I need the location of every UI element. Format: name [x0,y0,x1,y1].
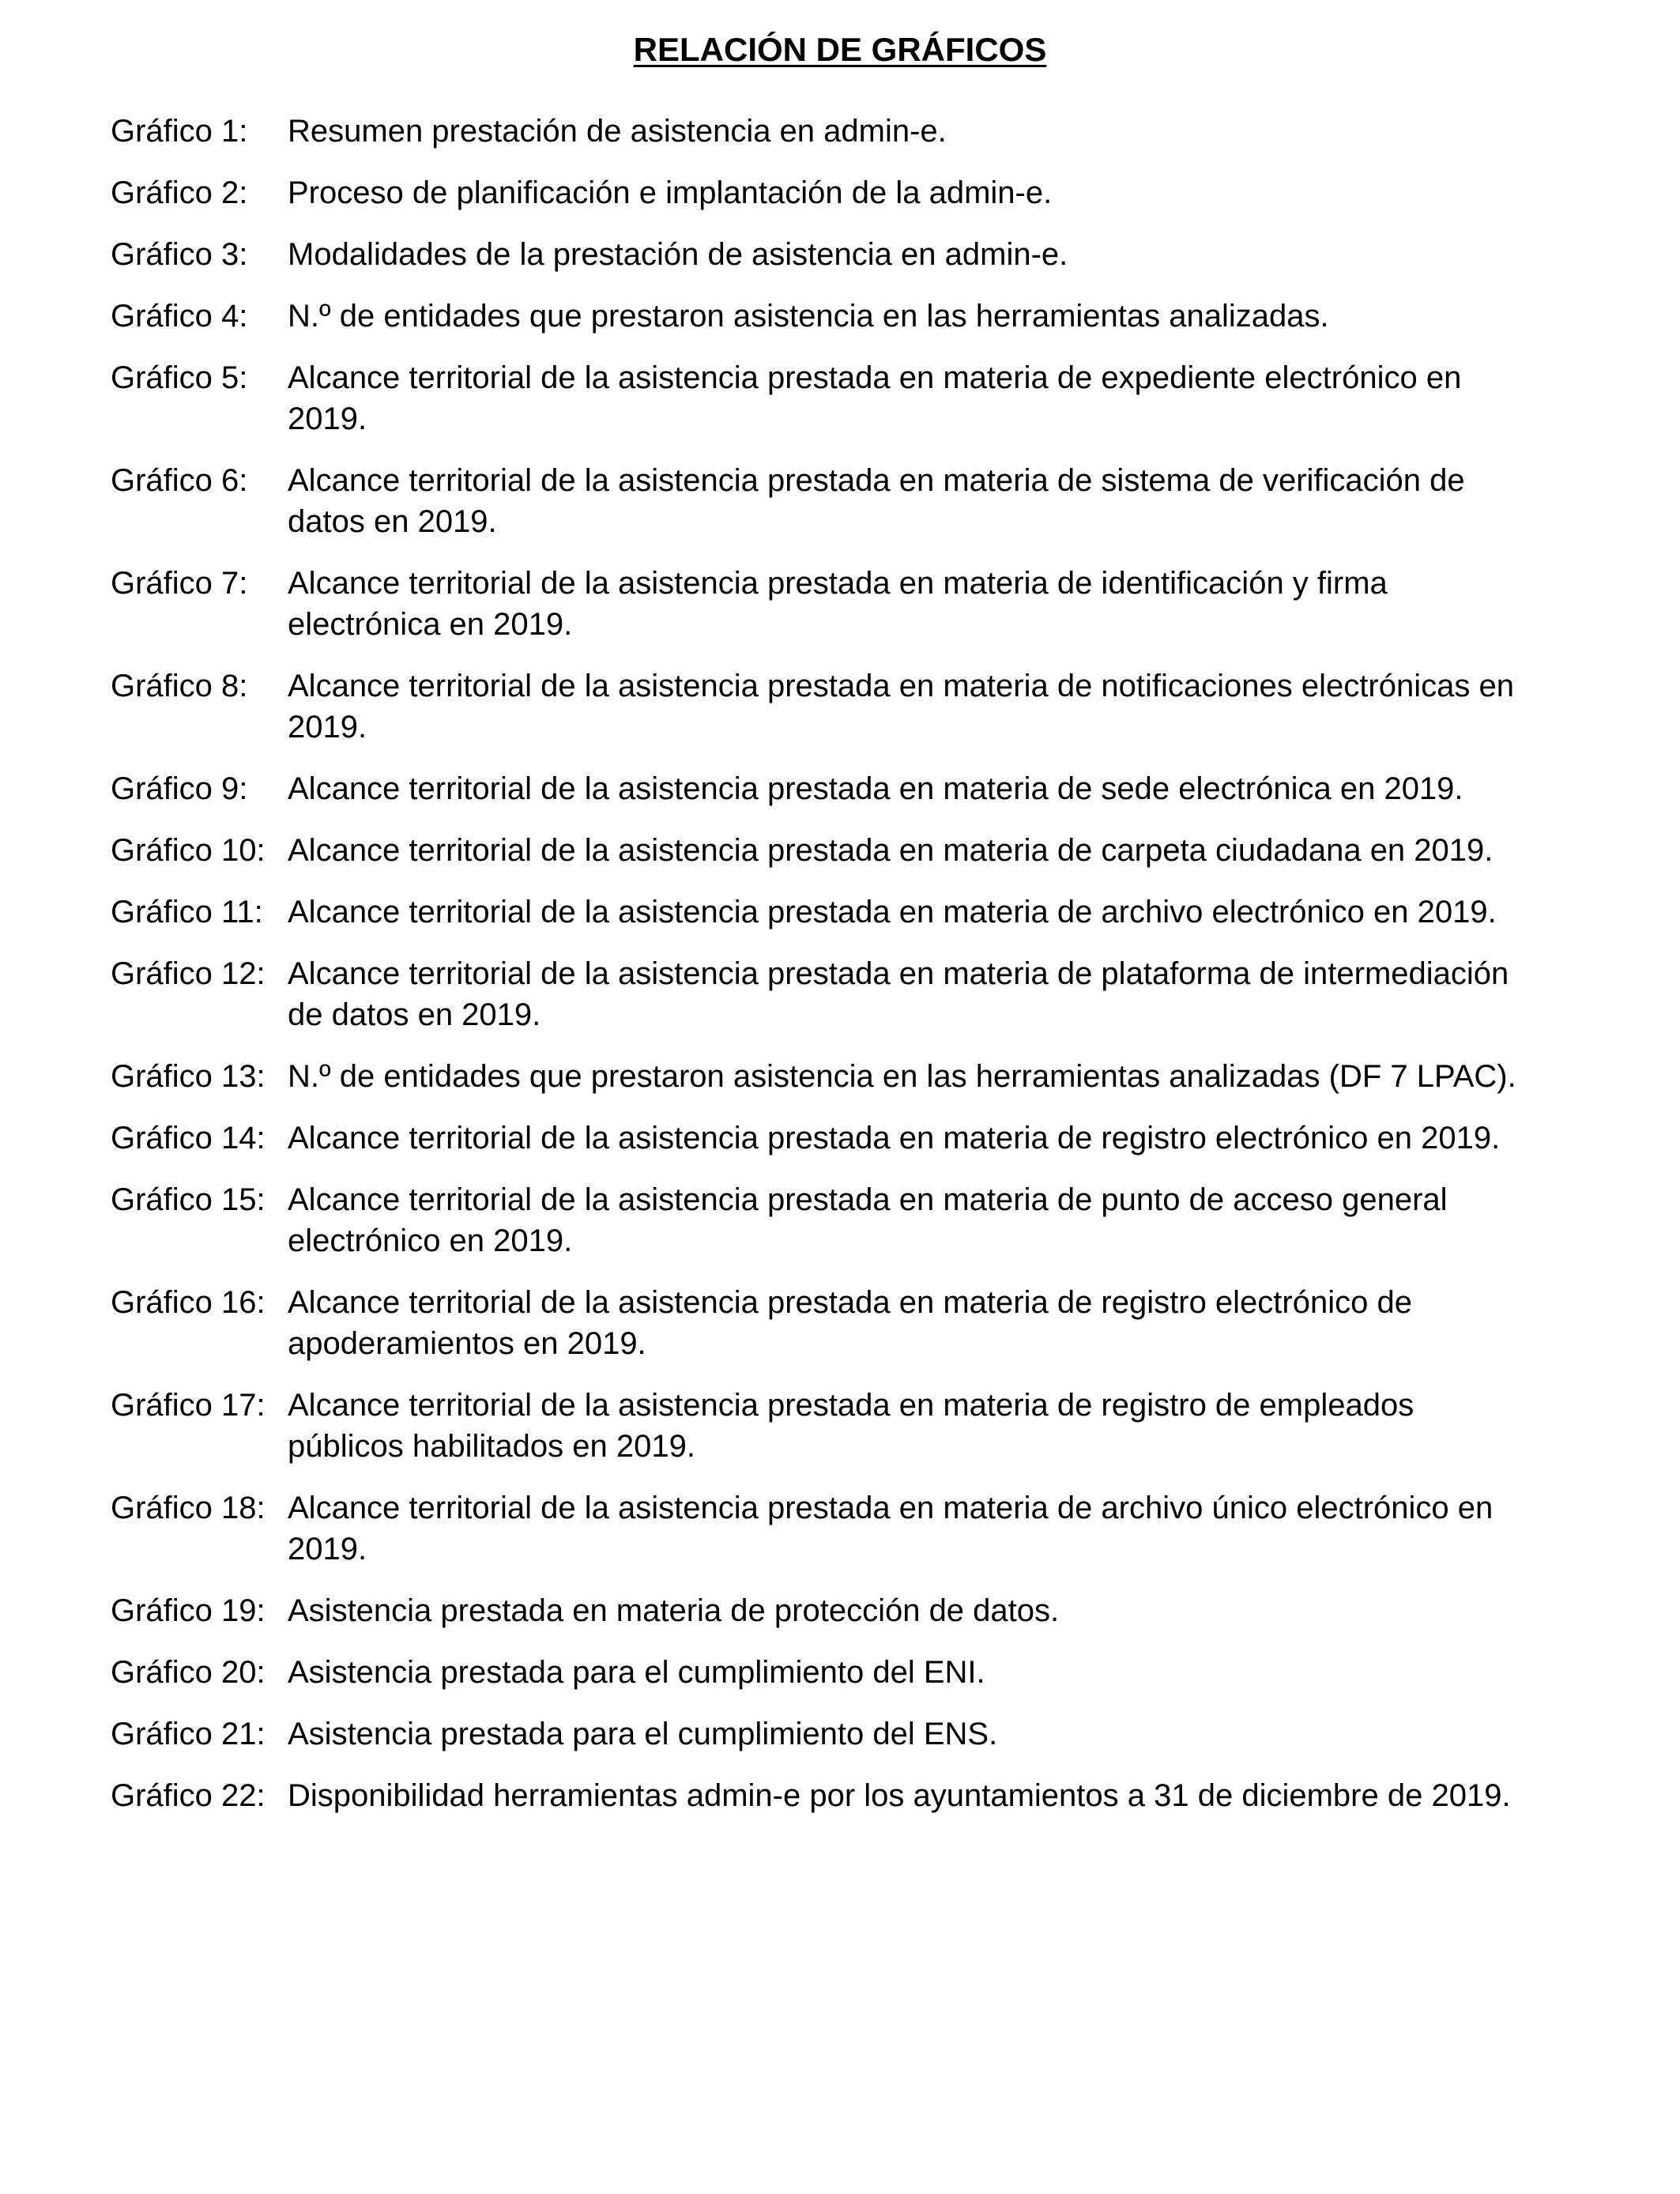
figure-number: Gráfico 12: [111,956,266,991]
figure-number: Gráfico 8: [111,669,248,703]
figure-number: Gráfico 16: [111,1285,266,1320]
figure-number: Gráfico 20: [111,1655,266,1690]
figure-number: Gráfico 2: [111,175,248,210]
figure-number: Gráfico 10: [111,833,266,868]
list-item [111,1775,1533,1816]
figure-caption: Alcance territorial de la asistencia prestada en materia de archivo electrónico en 2019. [288,895,1497,929]
list-item [111,1652,1533,1693]
figure-number: Gráfico 17: [111,1388,266,1423]
figure-caption: Alcance territorial de la asistencia prestada en materia de archivo único electrónico en 2019. [288,1491,1494,1566]
list-item [111,172,1533,213]
figure-caption: Alcance territorial de la asistencia prestada en materia de registro de empleados públicos habilitados en 2019. [288,1388,1414,1464]
list-item [111,296,1533,337]
figure-number: Gráfico 9: [111,771,248,806]
figure-caption: Alcance territorial de la asistencia prestada en materia de notificaciones electrónicas en 2019. [288,669,1514,745]
list-item [111,953,1533,1035]
figure-caption: N.º de entidades que prestaron asistencia en las herramientas analizadas (DF 7 LPAC). [288,1059,1516,1094]
figure-number: Gráfico 11: [111,895,263,929]
list-item [111,1056,1533,1097]
figure-caption: Asistencia prestada para el cumplimiento del ENI. [288,1655,985,1690]
list-item [111,1118,1533,1159]
figure-number: Gráfico 7: [111,566,248,601]
figure-caption: Asistencia prestada en materia de protección de datos. [288,1593,1060,1628]
figure-number: Gráfico 5: [111,360,248,395]
list-item [111,665,1533,748]
figure-caption: Alcance territorial de la asistencia prestada en materia de sede electrónica en 2019. [288,771,1463,806]
figure-caption: Alcance territorial de la asistencia prestada en materia de expediente electrónico en 2019. [288,360,1462,436]
figure-number: Gráfico 18: [111,1491,266,1525]
figure-number: Gráfico 15: [111,1182,266,1217]
figure-caption: Asistencia prestada para el cumplimiento del ENS. [288,1717,998,1751]
list-item [111,1713,1533,1755]
page-title: RELACIÓN DE GRÁFICOS [633,31,1047,68]
figure-number: Gráfico 13: [111,1059,266,1094]
figure-caption: Alcance territorial de la asistencia prestada en materia de sistema de verificación de datos en 2019. [288,463,1465,539]
list-item [111,892,1533,933]
list-item [111,357,1533,439]
list-item [111,1179,1533,1261]
figure-number: Gráfico 22: [111,1778,266,1813]
figure-caption: Modalidades de la prestación de asistencia en admin-e. [288,237,1068,272]
list-item [111,460,1533,542]
list-item [111,830,1533,871]
list-item [111,1282,1533,1364]
figure-caption: N.º de entidades que prestaron asistencia en las herramientas analizadas. [288,299,1329,334]
list-item [111,1487,1533,1570]
figure-number: Gráfico 6: [111,463,248,498]
figure-caption: Disponibilidad herramientas admin-e por los ayuntamientos a 31 de diciembre de 2019. [288,1778,1511,1813]
list-item [111,768,1533,809]
figure-caption: Alcance territorial de la asistencia prestada en materia de registro electrónico de apoderamientos en 2019. [288,1285,1412,1361]
figure-caption: Alcance territorial de la asistencia prestada en materia de identificación y firma electrónica en 2019. [288,566,1388,642]
figure-caption: Proceso de planificación e implantación de la admin-e. [288,175,1053,210]
figure-caption: Alcance territorial de la asistencia prestada en materia de punto de acceso general electrónico en 2019. [288,1182,1448,1258]
figure-number: Gráfico 3: [111,237,248,272]
figure-number: Gráfico 19: [111,1593,266,1628]
list-item [111,111,1533,152]
list-item [111,563,1533,645]
list-item [111,234,1533,275]
list-item [111,1590,1533,1631]
figure-number: Gráfico 14: [111,1121,266,1155]
figure-number: Gráfico 4: [111,299,248,334]
figure-list [111,111,1533,1837]
figure-number: Gráfico 21: [111,1717,266,1751]
list-item [111,1385,1533,1467]
figure-caption: Alcance territorial de la asistencia prestada en materia de plataforma de intermediación de datos en 2019. [288,956,1509,1032]
figure-number: Gráfico 1: [111,114,248,149]
figure-caption: Resumen prestación de asistencia en admin-e. [288,114,947,149]
figure-caption: Alcance territorial de la asistencia prestada en materia de registro electrónico en 2019. [288,1121,1501,1155]
figure-caption: Alcance territorial de la asistencia prestada en materia de carpeta ciudadana en 2019. [288,833,1494,868]
